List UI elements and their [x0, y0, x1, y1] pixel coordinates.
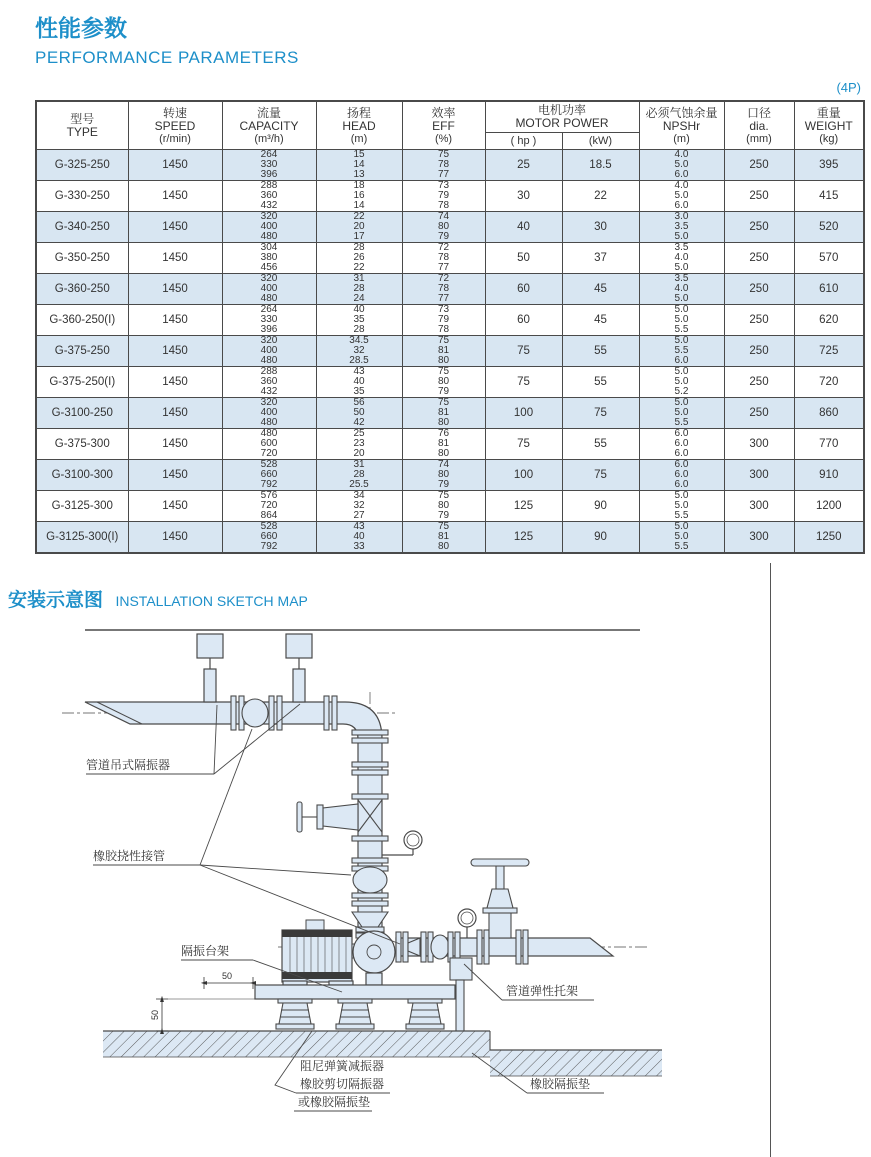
dim-vertical-value: 50	[150, 1009, 160, 1020]
cell-capacity: 528 660 792	[222, 460, 316, 491]
label-pipe-bracket: 管道弹性托架	[506, 984, 579, 998]
cell-capacity: 528 660 792	[222, 522, 316, 554]
pressure-gauge-suction	[458, 909, 476, 938]
cell-kw: 90	[562, 491, 639, 522]
cell-dia: 250	[724, 398, 794, 429]
table-row	[36, 150, 864, 181]
page-title-en: PERFORMANCE PARAMETERS	[35, 48, 299, 67]
cell-npshr: 5.0 5.0 5.5	[639, 305, 724, 336]
cell-weight: 570	[794, 243, 864, 274]
cell-head: 31 28 24	[316, 274, 402, 305]
cell-hp: 100	[485, 398, 562, 429]
cell-head: 43 40 33	[316, 522, 402, 554]
cell-npshr: 5.0 5.0 5.5	[639, 491, 724, 522]
pole-count-note: (4P)	[836, 80, 861, 95]
cell-weight: 620	[794, 305, 864, 336]
cell-dia: 300	[724, 522, 794, 554]
cell-type: G-375-250(I)	[36, 367, 128, 398]
cell-hp: 25	[485, 150, 562, 181]
table-row	[36, 243, 864, 274]
header-speed-unit: (r/min)	[159, 132, 191, 145]
cell-weight: 610	[794, 274, 864, 305]
sketch-title-cn: 安装示意图	[8, 590, 104, 611]
header-hp-unit: ( hp )	[510, 135, 537, 147]
sketch-title-en: INSTALLATION SKETCH MAP	[115, 593, 308, 609]
cell-head: 56 50 42	[316, 398, 402, 429]
col-header-dia	[724, 101, 794, 150]
table-row	[36, 181, 864, 212]
cell-hp: 125	[485, 491, 562, 522]
page-title-cn: 性能参数	[35, 15, 127, 41]
cell-eff: 75 81 80	[402, 522, 485, 554]
header-speed-cn: 转速	[162, 105, 187, 120]
cell-npshr: 3.0 3.5 5.0	[639, 212, 724, 243]
cell-npshr: 6.0 6.0 6.0	[639, 429, 724, 460]
cell-speed: 1450	[128, 274, 222, 305]
cell-speed: 1450	[128, 336, 222, 367]
cell-dia: 250	[724, 243, 794, 274]
sketch-title	[8, 585, 308, 612]
cell-head: 18 16 14	[316, 181, 402, 212]
cell-hp: 75	[485, 367, 562, 398]
cell-capacity: 304 380 456	[222, 243, 316, 274]
table-head	[36, 101, 864, 150]
pressure-gauge-discharge	[382, 831, 422, 855]
cell-hp: 40	[485, 212, 562, 243]
cell-weight: 860	[794, 398, 864, 429]
header-capacity-en: CAPACITY	[239, 118, 299, 133]
cell-speed: 1450	[128, 305, 222, 336]
cell-npshr: 5.0 5.5 6.0	[639, 336, 724, 367]
col-header-weight	[794, 101, 864, 150]
cell-weight: 1250	[794, 522, 864, 554]
header-motor-cn: 电机功率	[537, 103, 586, 117]
cell-eff: 75 78 77	[402, 150, 485, 181]
cell-dia: 300	[724, 429, 794, 460]
label-rubber-pad: 橡胶隔振垫	[530, 1077, 591, 1091]
cell-kw: 37	[562, 243, 639, 274]
cell-kw: 45	[562, 305, 639, 336]
cell-head: 31 28 25.5	[316, 460, 402, 491]
header-kw-unit: (kW)	[588, 135, 613, 147]
performance-table	[35, 100, 865, 554]
table-row	[36, 429, 864, 460]
header-head-cn: 扬程	[346, 105, 371, 120]
dim-horizontal-value: 50	[222, 971, 233, 981]
cell-weight: 770	[794, 429, 864, 460]
cell-kw: 55	[562, 336, 639, 367]
cell-type: G-3100-300	[36, 460, 128, 491]
cell-weight: 415	[794, 181, 864, 212]
label-pipe-hanger: 管道吊式隔振器	[86, 758, 171, 772]
cell-eff: 72 78 77	[402, 274, 485, 305]
cell-type: G-3100-250	[36, 398, 128, 429]
cell-npshr: 5.0 5.0 5.5	[639, 398, 724, 429]
cell-weight: 720	[794, 367, 864, 398]
header-speed-en: SPEED	[154, 118, 196, 133]
cell-hp: 50	[485, 243, 562, 274]
cell-capacity: 264 330 396	[222, 150, 316, 181]
header-eff-en: EFF	[432, 118, 455, 133]
cell-npshr: 4.0 5.0 6.0	[639, 181, 724, 212]
cell-kw: 55	[562, 429, 639, 460]
cell-head: 43 40 35	[316, 367, 402, 398]
col-header-motor-power	[485, 101, 639, 133]
cell-eff: 72 78 77	[402, 243, 485, 274]
cell-eff: 75 80 79	[402, 491, 485, 522]
table-row	[36, 491, 864, 522]
cell-kw: 75	[562, 460, 639, 491]
cell-weight: 520	[794, 212, 864, 243]
header-dia-unit: (mm)	[746, 132, 772, 145]
cell-kw: 30	[562, 212, 639, 243]
cell-head: 34 32 27	[316, 491, 402, 522]
col-header-kw	[562, 133, 639, 150]
cell-kw: 55	[562, 367, 639, 398]
table-row	[36, 398, 864, 429]
cell-head: 15 14 13	[316, 150, 402, 181]
cell-speed: 1450	[128, 460, 222, 491]
col-header-npshr	[639, 101, 724, 150]
table-row	[36, 305, 864, 336]
col-header-head	[316, 101, 402, 150]
cell-npshr: 3.5 4.0 5.0	[639, 243, 724, 274]
cell-npshr: 3.5 4.0 5.0	[639, 274, 724, 305]
cell-capacity: 264 330 396	[222, 305, 316, 336]
pipe-hanger-isolators	[197, 634, 312, 702]
table-row	[36, 460, 864, 491]
cell-capacity: 288 360 432	[222, 367, 316, 398]
cell-kw: 75	[562, 398, 639, 429]
cell-hp: 60	[485, 274, 562, 305]
cell-type: G-330-250	[36, 181, 128, 212]
header-npshr-cn: 必须气蚀余量	[645, 105, 718, 120]
cell-capacity: 320 400 480	[222, 398, 316, 429]
cell-head: 28 26 22	[316, 243, 402, 274]
cell-speed: 1450	[128, 243, 222, 274]
cell-eff: 75 81 80	[402, 398, 485, 429]
header-eff-cn: 效率	[431, 105, 456, 120]
cell-npshr: 6.0 6.0 6.0	[639, 460, 724, 491]
cell-head: 22 20 17	[316, 212, 402, 243]
cell-type: G-325-250	[36, 150, 128, 181]
cell-dia: 250	[724, 336, 794, 367]
cell-weight: 395	[794, 150, 864, 181]
cell-eff: 73 79 78	[402, 181, 485, 212]
cell-eff: 74 80 79	[402, 212, 485, 243]
table-row	[36, 274, 864, 305]
cell-capacity: 320 400 480	[222, 274, 316, 305]
header-dia-en: dia.	[749, 118, 769, 133]
label-damper-line1: 阻尼弹簧减振器	[300, 1059, 385, 1073]
header-head-unit: (m)	[350, 132, 368, 145]
cell-speed: 1450	[128, 181, 222, 212]
col-header-capacity	[222, 101, 316, 150]
cell-speed: 1450	[128, 150, 222, 181]
cell-weight: 1200	[794, 491, 864, 522]
cell-kw: 45	[562, 274, 639, 305]
header-type-en: TYPE	[66, 124, 98, 139]
label-damper-line2: 橡胶剪切隔振器	[300, 1077, 385, 1091]
cell-type: G-375-250	[36, 336, 128, 367]
cell-capacity: 320 400 480	[222, 336, 316, 367]
cell-npshr: 4.0 5.0 6.0	[639, 150, 724, 181]
cell-hp: 100	[485, 460, 562, 491]
cell-npshr: 5.0 5.0 5.5	[639, 522, 724, 554]
cell-type: G-340-250	[36, 212, 128, 243]
cell-type: G-3125-300(I)	[36, 522, 128, 554]
cell-speed: 1450	[128, 398, 222, 429]
cell-type: G-3125-300	[36, 491, 128, 522]
dimension-vertical	[156, 999, 255, 1031]
cell-speed: 1450	[128, 491, 222, 522]
col-header-eff	[402, 101, 485, 150]
cell-eff: 74 80 79	[402, 460, 485, 491]
cell-type: G-350-250	[36, 243, 128, 274]
header-weight-en: WEIGHT	[804, 118, 853, 133]
cell-eff: 75 80 79	[402, 367, 485, 398]
cell-type: G-360-250(I)	[36, 305, 128, 336]
table-row	[36, 367, 864, 398]
cell-type: G-360-250	[36, 274, 128, 305]
vibration-platform	[255, 981, 455, 999]
page-divider-rule	[770, 563, 771, 1157]
cell-hp: 30	[485, 181, 562, 212]
header-npshr-unit: (m)	[673, 132, 690, 145]
cell-hp: 125	[485, 522, 562, 554]
installation-sketch	[0, 612, 780, 1157]
label-flexible-joint: 橡胶挠性接管	[93, 849, 166, 863]
header-dia-cn: 口径	[746, 105, 771, 120]
motor	[282, 920, 360, 987]
cell-speed: 1450	[128, 522, 222, 554]
cell-head: 25 23 20	[316, 429, 402, 460]
table-body	[36, 150, 864, 554]
cell-head: 34.5 32 28.5	[316, 336, 402, 367]
spring-isolators	[276, 999, 444, 1029]
cell-dia: 250	[724, 212, 794, 243]
cell-capacity: 480 600 720	[222, 429, 316, 460]
table-row	[36, 212, 864, 243]
cell-weight: 725	[794, 336, 864, 367]
cell-capacity: 288 360 432	[222, 181, 316, 212]
cell-speed: 1450	[128, 429, 222, 460]
cell-kw: 22	[562, 181, 639, 212]
col-header-type	[36, 101, 128, 150]
cell-dia: 250	[724, 367, 794, 398]
header-eff-unit: (%)	[434, 132, 453, 145]
cell-hp: 75	[485, 336, 562, 367]
cell-eff: 75 81 80	[402, 336, 485, 367]
header-capacity-cn: 流量	[256, 105, 281, 120]
cell-dia: 250	[724, 274, 794, 305]
cell-speed: 1450	[128, 212, 222, 243]
cell-head: 40 35 28	[316, 305, 402, 336]
cell-type: G-375-300	[36, 429, 128, 460]
cell-kw: 90	[562, 522, 639, 554]
header-type-cn: 型号	[70, 111, 95, 126]
label-platform: 隔振台架	[181, 944, 230, 958]
cell-hp: 60	[485, 305, 562, 336]
col-header-hp	[485, 133, 562, 150]
cell-dia: 250	[724, 181, 794, 212]
cell-eff: 73 79 78	[402, 305, 485, 336]
table-row	[36, 522, 864, 554]
cell-hp: 75	[485, 429, 562, 460]
cell-capacity: 320 400 480	[222, 212, 316, 243]
header-weight-cn: 重量	[816, 105, 841, 120]
header-npshr-en: NPSHr	[662, 118, 701, 133]
col-header-speed	[128, 101, 222, 150]
cell-dia: 250	[724, 150, 794, 181]
cell-capacity: 576 720 864	[222, 491, 316, 522]
cell-dia: 300	[724, 491, 794, 522]
cell-eff: 76 81 80	[402, 429, 485, 460]
cell-speed: 1450	[128, 367, 222, 398]
cell-dia: 250	[724, 305, 794, 336]
header-weight-unit: (kg)	[819, 132, 839, 145]
label-damper-line3: 或橡胶隔振垫	[298, 1095, 371, 1109]
cell-kw: 18.5	[562, 150, 639, 181]
table-row	[36, 336, 864, 367]
header-head-en: HEAD	[342, 118, 376, 133]
header-capacity-unit: (m³/h)	[254, 132, 284, 145]
cell-weight: 910	[794, 460, 864, 491]
cell-npshr: 5.0 5.0 5.2	[639, 367, 724, 398]
header-motor-en: MOTOR POWER	[515, 116, 609, 130]
cell-dia: 300	[724, 460, 794, 491]
